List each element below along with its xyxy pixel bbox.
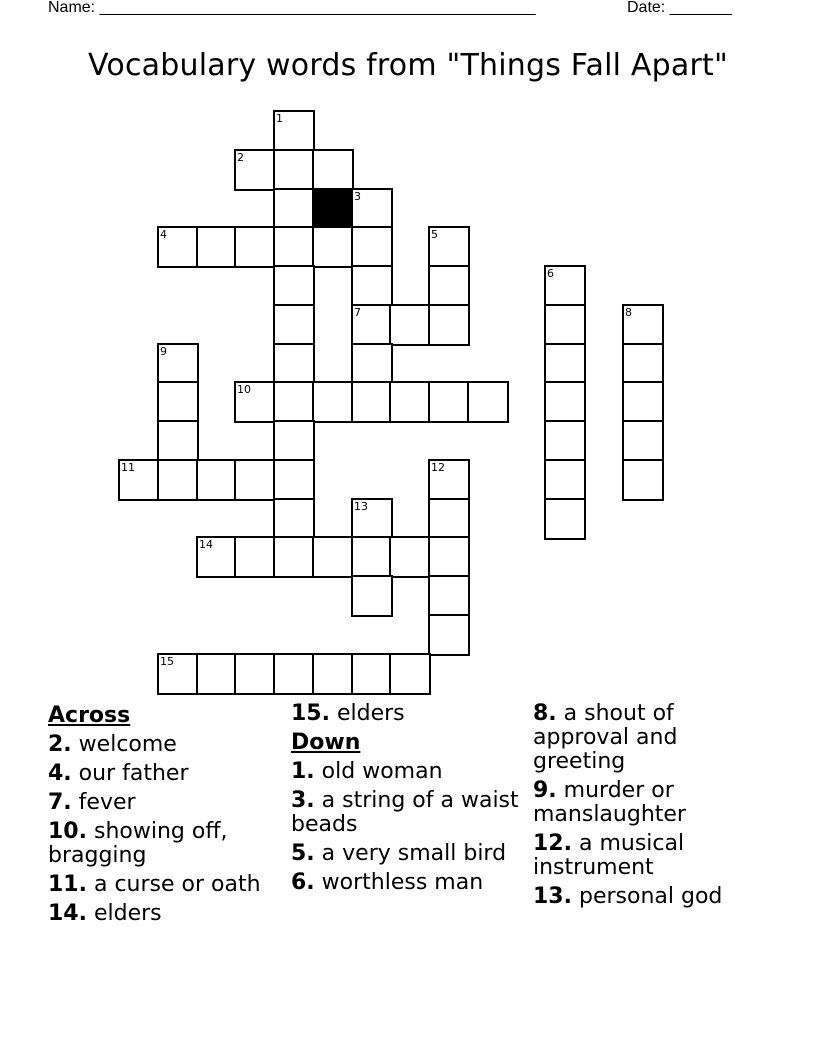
clues-column-1 [48,702,288,931]
grid-cell[interactable] [351,498,393,540]
cell-number: 6 [547,267,554,280]
clue-text: a shout of approval and greeting [533,701,678,774]
grid-cell[interactable] [622,343,664,385]
name-field[interactable]: Name: _________________________________________________ [48,0,536,16]
clue-text: elders [336,701,405,726]
grid-cell[interactable] [544,459,586,501]
cell-number: 3 [354,190,361,203]
down-heading: Down [291,730,361,755]
clue-across-10 [48,820,288,868]
clue-down-8 [533,702,773,774]
cell-number: 2 [237,151,244,164]
clue-text: murder or manslaughter [533,778,686,827]
clue-number: 15. [291,701,330,726]
grid-cell[interactable] [157,653,199,695]
clue-text: personal god [578,884,723,909]
grid-cell[interactable] [428,614,470,656]
clue-number: 13. [533,884,572,909]
cell-number: 13 [354,500,368,513]
grid-cell[interactable] [428,536,470,578]
grid-cell[interactable] [273,459,315,501]
grid-cell[interactable] [622,381,664,423]
grid-cell[interactable] [351,536,393,578]
clue-number: 12. [533,831,572,856]
grid-cell[interactable] [622,420,664,462]
clue-text: a string of a waist beads [291,788,519,837]
cell-number: 15 [160,655,174,668]
grid-cell[interactable] [351,575,393,617]
clue-text: fever [78,790,136,815]
clue-down-6 [291,871,526,895]
grid-cell[interactable] [234,149,276,191]
clue-down-12 [533,832,773,880]
grid-cell[interactable] [196,653,238,695]
grid-cell[interactable] [273,265,315,307]
clue-across-4 [48,762,288,786]
clue-text: welcome [78,732,177,757]
grid-cell[interactable] [312,226,354,268]
grid-cell[interactable] [544,381,586,423]
clues-column-2 [291,702,526,900]
grid-cell[interactable] [467,381,509,423]
cell-number: 7 [354,306,361,319]
clue-number: 6. [291,870,315,895]
grid-cell[interactable] [157,420,199,462]
grid-cell[interactable] [622,459,664,501]
clue-number: 8. [533,701,557,726]
clue-number: 2. [48,732,72,757]
grid-cell[interactable] [428,265,470,307]
grid-cell[interactable] [118,459,160,501]
grid-cell[interactable] [428,575,470,617]
clue-down-3 [291,789,526,837]
grid-cell[interactable] [312,536,354,578]
grid-cell[interactable] [544,498,586,540]
clue-text: elders [93,901,162,926]
clue-text: showing off, bragging [48,819,228,868]
grid-cell[interactable] [544,265,586,307]
clue-across-7 [48,791,288,815]
clue-down-5 [291,842,526,866]
cell-number: 14 [199,538,213,551]
cell-number: 4 [160,228,167,241]
clue-across-11 [48,873,288,897]
grid-cell[interactable] [351,343,393,385]
clue-number: 9. [533,778,557,803]
clue-across-15 [291,702,526,726]
date-field[interactable]: Date: _______ [627,0,732,16]
grid-cell[interactable] [428,381,470,423]
clue-across-2 [48,733,288,757]
grid-cell[interactable] [389,304,431,346]
cell-number: 12 [431,461,445,474]
grid-cell[interactable] [196,226,238,268]
grid-cell[interactable] [196,459,238,501]
cell-number: 1 [276,112,283,125]
grid-cell[interactable] [234,226,276,268]
grid-cell[interactable] [273,653,315,695]
clue-text: a curse or oath [93,872,261,897]
clue-down-13 [533,885,773,909]
cell-number: 11 [121,461,135,474]
clue-number: 7. [48,790,72,815]
clues-column-3 [533,702,773,914]
grid-cell[interactable] [544,343,586,385]
clue-number: 3. [291,788,315,813]
grid-cell[interactable] [234,459,276,501]
clue-text: a very small bird [321,841,507,866]
clue-number: 14. [48,901,87,926]
grid-cell[interactable] [428,226,470,268]
grid-cell[interactable] [351,381,393,423]
grid-cell[interactable] [157,459,199,501]
black-square [312,188,354,230]
grid-cell[interactable] [351,653,393,695]
grid-cell[interactable] [234,653,276,695]
grid-cell[interactable] [273,343,315,385]
grid-cell[interactable] [428,498,470,540]
clue-text: old woman [321,759,443,784]
across-heading: Across [48,703,131,728]
grid-cell[interactable] [273,498,315,540]
clue-number: 1. [291,759,315,784]
clue-across-14 [48,902,288,926]
grid-cell[interactable] [544,304,586,346]
grid-cell[interactable] [196,536,238,578]
grid-cell[interactable] [273,110,315,152]
grid-cell[interactable] [428,304,470,346]
grid-cell[interactable] [312,381,354,423]
clue-text: our father [78,761,189,786]
grid-cell[interactable] [312,653,354,695]
grid-cell[interactable] [312,149,354,191]
grid-cell[interactable] [351,304,393,346]
grid-cell[interactable] [157,226,199,268]
grid-cell[interactable] [273,188,315,230]
cell-number: 10 [237,383,251,396]
grid-cell[interactable] [273,420,315,462]
grid-cell[interactable] [351,265,393,307]
grid-cell[interactable] [157,343,199,385]
clue-number: 4. [48,761,72,786]
grid-cell[interactable] [273,149,315,191]
grid-cell[interactable] [622,304,664,346]
grid-cell[interactable] [389,653,431,695]
cell-number: 5 [431,228,438,241]
grid-cell[interactable] [273,536,315,578]
clue-number: 11. [48,872,87,897]
grid-cell[interactable] [351,226,393,268]
clue-text: worthless man [321,870,484,895]
grid-cell[interactable] [157,381,199,423]
grid-cell[interactable] [428,459,470,501]
grid-cell[interactable] [544,420,586,462]
grid-cell[interactable] [389,381,431,423]
cell-number: 9 [160,345,167,358]
grid-cell[interactable] [273,304,315,346]
grid-cell[interactable] [351,188,393,230]
grid-cell[interactable] [273,381,315,423]
clue-number: 5. [291,841,315,866]
clue-number: 10. [48,819,87,844]
clue-text: a musical instrument [533,831,685,880]
clue-down-9 [533,779,773,827]
grid-cell[interactable] [273,226,315,268]
page-title: Vocabulary words from "Things Fall Apart" [88,48,728,83]
grid-cell[interactable] [389,536,431,578]
cell-number: 8 [625,306,632,319]
grid-cell[interactable] [234,536,276,578]
grid-cell[interactable] [234,381,276,423]
clue-down-1 [291,760,526,784]
